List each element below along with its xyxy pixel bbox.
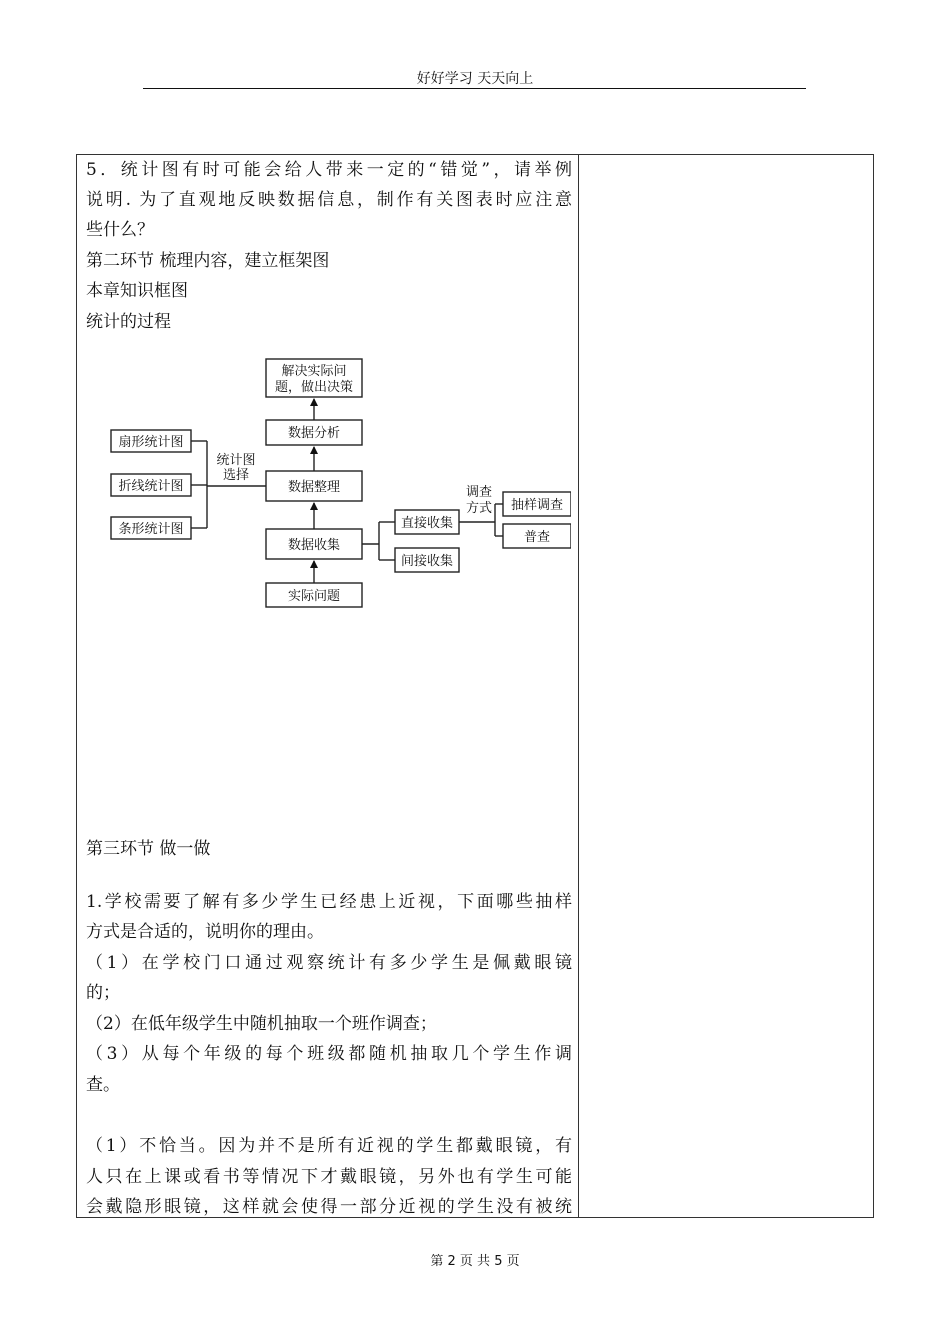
right-column: [579, 155, 873, 1217]
survey-text-2: 方式: [465, 501, 493, 516]
decision-text-1: 解决实际问: [281, 364, 347, 379]
chart-choice-text-1: 统计图: [216, 453, 256, 468]
process-title: 统计的过程: [86, 312, 171, 332]
section3-title: 第三环节 做一做: [86, 839, 211, 859]
bar-chart-text: 条形统计图: [118, 522, 184, 537]
q5-line-1: 5．统计图有时可能会给人带来一定的“错觉”，请举例: [86, 160, 572, 180]
analysis-text: 数据分析: [287, 426, 341, 441]
direct-collect-text: 直接收集: [400, 516, 454, 531]
page-footer: 第 2 页 共 5 页: [430, 1254, 520, 1269]
sampling-text: 抽样调查: [510, 498, 564, 513]
q1-line-5: （2）在低年级学生中随机抽取一个班作调查；: [86, 1014, 437, 1034]
statistics-process-diagram: [99, 355, 571, 611]
q5-line-3: 些什么？: [86, 220, 154, 240]
q5-line-2: 说明. 为了直观地反映数据信息，制作有关图表时应注意: [86, 190, 572, 210]
answer-line-3: 会戴隐形眼镜，这样就会使得一部分近视的学生没有被统: [86, 1197, 572, 1217]
answer-line-2: 人只在上课或看书等情况下才戴眼镜，另外也有学生可能: [86, 1167, 572, 1187]
q1-line-1: 1.学校需要了解有多少学生已经患上近视，下面哪些抽样: [86, 892, 572, 912]
header-rule: [143, 88, 806, 89]
survey-text-1: 调查: [465, 485, 493, 500]
collect-text: 数据收集: [287, 538, 341, 553]
problem-text: 实际问题: [287, 589, 341, 604]
pie-chart-text: 扇形统计图: [118, 435, 184, 450]
q1-line-6: （3）从每个年级的每个班级都随机抽取几个学生作调: [86, 1044, 572, 1064]
decision-text-2: 题，做出决策: [274, 380, 354, 395]
page-header: 好好学习 天天向上: [416, 71, 534, 87]
content-table: [76, 154, 874, 1218]
line-chart-text: 折线统计图: [118, 479, 184, 494]
answer-line-1: （1）不恰当。因为并不是所有近视的学生都戴眼镜，有: [86, 1136, 572, 1156]
chart-choice-text-2: 选择: [222, 468, 250, 483]
organize-text: 数据整理: [287, 480, 341, 495]
indirect-collect-text: 间接收集: [400, 554, 454, 569]
q1-line-4: 的；: [86, 983, 120, 1003]
q1-line-7: 查。: [86, 1075, 120, 1095]
q1-line-2: 方式是合适的，说明你的理由。: [86, 922, 324, 942]
q1-line-3: （1）在学校门口通过观察统计有多少学生是佩戴眼镜: [86, 953, 572, 973]
census-text: 普查: [523, 530, 551, 545]
left-column: [86, 155, 572, 1217]
framework-title: 本章知识框图: [86, 281, 188, 301]
section2-title: 第二环节 梳理内容，建立框架图: [86, 251, 330, 271]
